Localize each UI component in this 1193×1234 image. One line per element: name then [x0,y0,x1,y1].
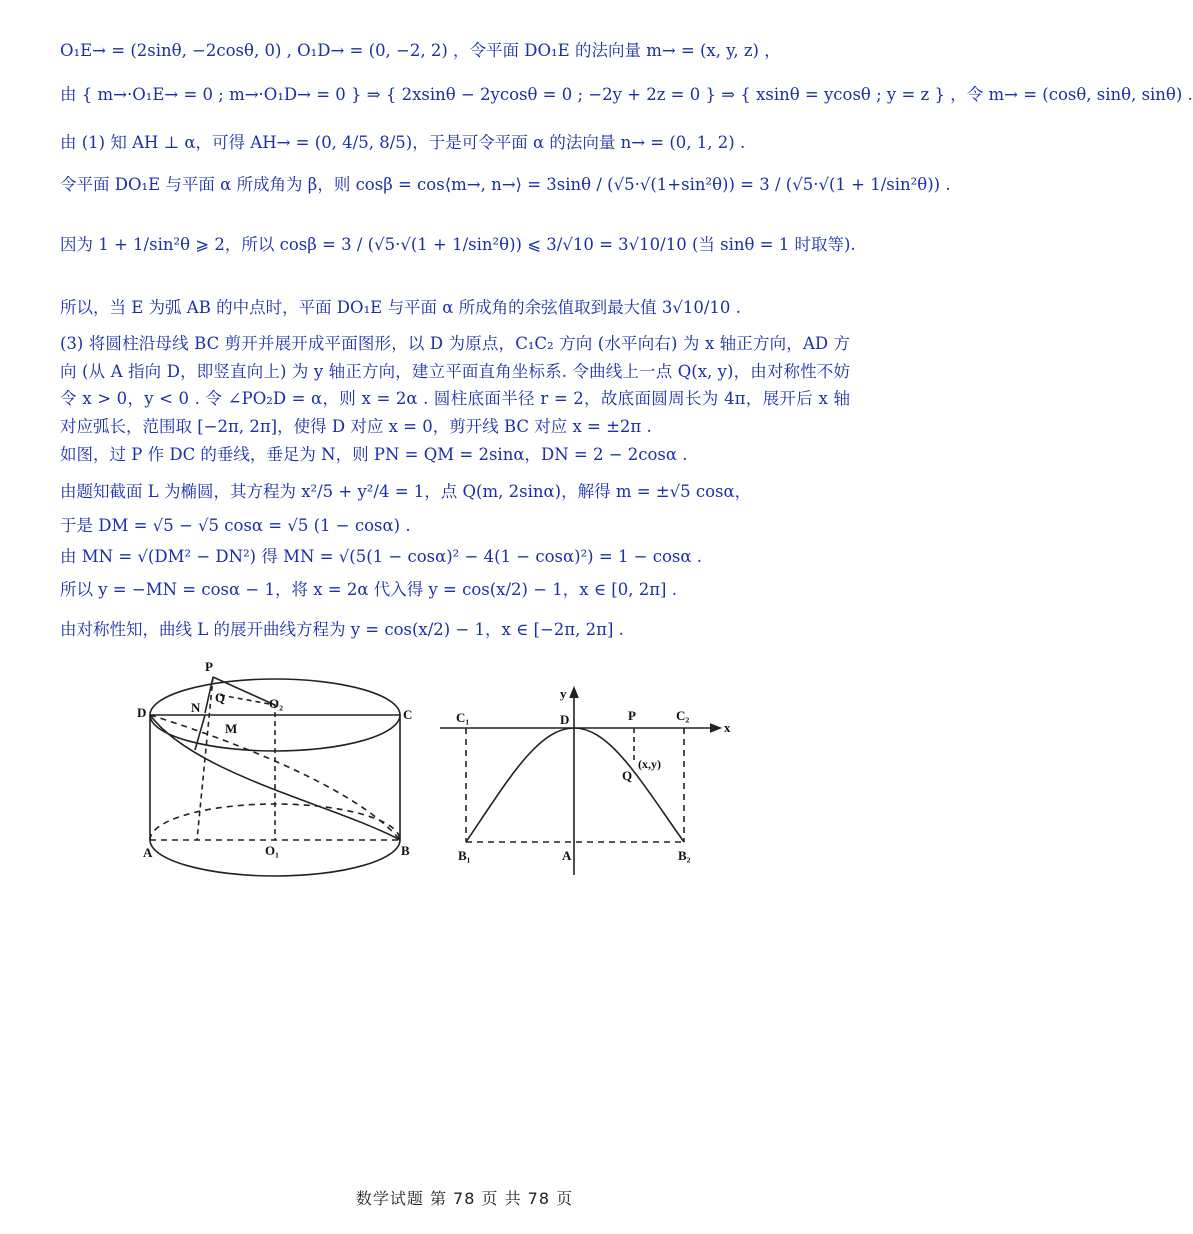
fig1-label-o2: O₂ [269,696,284,711]
text-line-7: 如图，过 P 作 DC 的垂线，垂足为 N，则 PN = QM = 2sinα，DN = 2 − 2cosα . [60,445,688,464]
fig1-label-c: C [403,707,413,722]
fig1-label-p: P [205,659,213,674]
fig2-label-c1: C₁ [456,710,470,725]
paragraph-part3: (3) 将圆柱沿母线 BC 剪开并展开成平面图形，以 D 为原点，C₁C₂ 方向 (水平向右) 为 x 轴正方向，AD 方向 (从 A 指向 D，即竖直向上) 为 y 轴正方向，建立平面直角坐标系. 令曲线上一点 Q(x, y)，由对称性不妨令 x > 0，y < 0 . 令 ∠PO₂D = α，则 x = 2α . 圆柱底面半径 r = 2，故底面圆周长为 4π，展开后 x 轴对应弧长，范围取 [−2π, 2π]，使得 D 对应 x = 0，剪开线 BC 对应 x = ±2π . [60,334,850,436]
fig1-label-b: B [401,843,410,858]
fig2-label-a: A [562,848,572,863]
text-line-1: O₁E→ = (2sinθ, −2cosθ, 0) , O₁D→ = (0, −2, 2) ，令平面 DO₁E 的法向量 m→ = (x, y, z) ， [60,41,781,60]
text-line-9: 于是 DM = √5 − √5 cosα = √5 (1 − cosα) . [60,516,411,535]
text-line-10: 由 MN = √(DM² − DN²) 得 MN = √(5(1 − cosα)² − 4(1 − cosα)²) = 1 − cosα . [60,547,703,566]
text-line-12: 由对称性知，曲线 L 的展开曲线方程为 y = cos(x/2) − 1，x ∈ [−2π, 2π] . [60,620,624,639]
fig2-label-b2: B₂ [678,848,691,863]
fig2-label-xy: (x,y) [638,757,661,771]
page-footer: 数学试题 第 78 页 共 78 页 [355,1189,574,1208]
fig1-label-a: A [143,845,153,860]
fig2-label-b1: B₁ [458,848,471,863]
text-line-6: 所以，当 E 为弧 AB 的中点时，平面 DO₁E 与平面 α 所成角的余弦值取到最大值 3√10/10 . [60,298,741,317]
unrolled-curve-figure [438,680,738,880]
fig2-label-d: D [560,712,570,727]
fig2-label-p: P [628,708,636,723]
fig1-label-n: N [191,700,201,715]
text-line-11: 所以 y = −MN = cosα − 1，将 x = 2α 代入得 y = cos(x/2) − 1，x ∈ [0, 2π] . [60,580,677,599]
fig2-label-c2: C₂ [676,708,690,723]
text-line-3: 由 (1) 知 AH ⊥ α，可得 AH→ = (0, 4/5, 8/5)，于是可令平面 α 的法向量 n→ = (0, 1, 2) . [60,133,746,152]
text-line-4: 令平面 DO₁E 与平面 α 所成角为 β，则 cosβ = cos⟨m→, n→⟩ = 3sinθ / (√5·√(1+sin²θ)) = 3 / (√5·√(1 + 1/sin²θ)) . [60,175,951,194]
cylinder-figure [135,655,425,885]
fig2-label-x: x [724,720,731,735]
fig1-label-o1: O₁ [265,843,280,858]
fig1-label-m: M [225,721,238,736]
text-line-5: 因为 1 + 1/sin²θ ⩾ 2，所以 cosβ = 3 / (√5·√(1 + 1/sin²θ)) ⩽ 3/√10 = 3√10/10 (当 sinθ = 1 时取等). [60,235,856,254]
fig1-label-q: Q [215,690,226,705]
fig2-label-y: y [560,686,567,701]
fig2-label-q: Q [622,768,633,783]
text-line-8: 由题知截面 L 为椭圆，其方程为 x²/5 + y²/4 = 1，点 Q(m, 2sinα)，解得 m = ±√5 cosα， [60,482,752,501]
text-line-2: 由 { m→·O₁E→ = 0 ; m→·O₁D→ = 0 } ⇒ { 2xsinθ − 2ycosθ = 0 ; −2y + 2z = 0 } ⇒ { xsinθ = ycosθ ; y = z } ，令 m→ = (cosθ, sinθ, sinθ) . [60,85,1193,104]
fig1-label-d: D [137,705,147,720]
